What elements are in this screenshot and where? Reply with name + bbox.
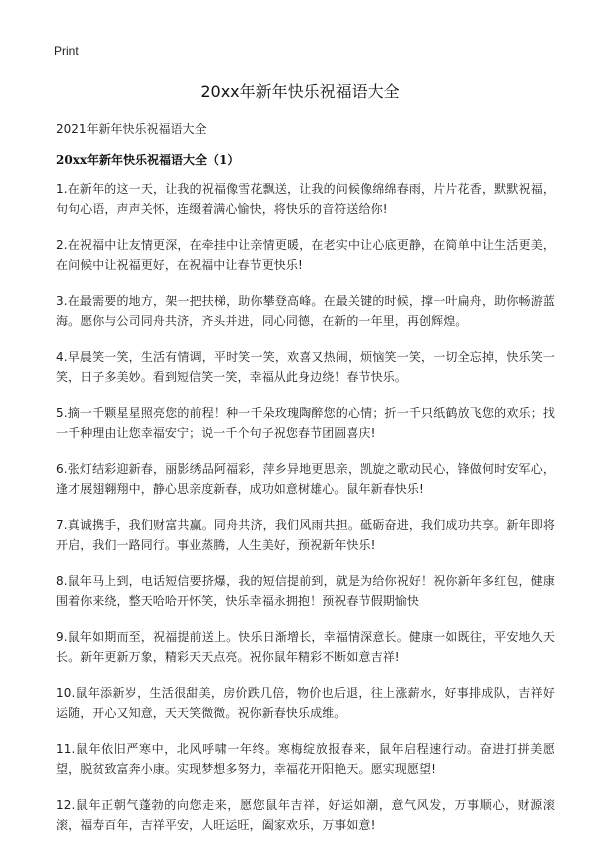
- list-item: 8.鼠年马上到，电话短信要挤爆，我的短信提前到，就是为给你祝好！祝你新年多红包，健康围着你来绕，整天哈哈开怀笑，快乐幸福永拥抱！预祝春节假期愉快: [56, 574, 555, 608]
- list-item: 9.鼠年如期而至，祝福提前送上。快乐日渐增长，幸福情深意长。健康一如既往，平安地久天长。新年更新万象，精彩天天点亮。祝你鼠年精彩不断如意吉祥!: [56, 630, 555, 664]
- list-item: 7.真诚携手，我们财富共赢。同舟共济，我们风雨共担。砥砺奋进，我们成功共享。新年即将开启，我们一路同行。事业蒸腾，人生美好，预祝新年快乐!: [56, 518, 555, 552]
- list-item: 10.鼠年添新岁，生活很甜美，房价跌几倍，物价也后退，往上涨薪水，好事排成队，吉祥好运随，开心又知意，天天笑微微。祝你新春快乐成维。: [56, 686, 555, 720]
- list-item: 2.在祝福中让友情更深，在牵挂中让亲情更暖，在老实中让心底更静，在简单中让生活更美，在问候中让祝福更好，在祝福中让春节更快乐!: [56, 238, 555, 272]
- list-item: 6.张灯结彩迎新春，丽影绣品阿福彩，萍乡异地更思亲，凯旋之歌动民心，锋做何时安军心，逢才展翅翱翔中，静心思亲度新春，成功如意树雄心。鼠年新春快乐!: [56, 462, 555, 496]
- list-item: 4.早晨笑一笑，生活有情调，平时笑一笑，欢喜又热闹，烦恼笑一笑，一切全忘掉，快乐笑一笑，日子多美妙。看到短信笑一笑，幸福从此身边绕！春节快乐。: [56, 350, 555, 384]
- document-subtitle: 2021年新年快乐祝福语大全: [56, 122, 207, 136]
- list-item: 5.摘一千颗星星照亮您的前程！种一千朵玫瑰陶醉您的心情；折一千只纸鹤放飞您的欢乐；找一千种理由让您幸福安宁；说一千个句子祝您春节团圆喜庆!: [56, 406, 555, 440]
- greetings-list: [56, 179, 555, 851]
- list-item: 12.鼠年正朝气蓬勃的向您走来，愿您鼠年吉祥，好运如潮，意气风发，万事顺心，财源滚滚，福寿百年，吉祥平安，人旺运旺，阖家欢乐，万事如意!: [56, 798, 555, 832]
- document-title: 20xx年新年快乐祝福语大全: [200, 82, 400, 101]
- list-item: 1.在新年的这一天，让我的祝福像雪花飘送，让我的问候像绵绵春雨，片片花香，默默祝福，句句心语，声声关怀，连缀着满心愉快，将快乐的音符送给你!: [56, 182, 555, 216]
- list-item: 3.在最需要的地方，架一把扶梯，助你攀登高峰。在最关键的时候，撑一叶扁舟，助你畅游蓝海。愿你与公司同舟共济，齐头并进，同心同德，在新的一年里，再创辉煌。: [56, 294, 555, 328]
- list-item: 11.鼠年依旧严寒中，北风呼啸一年终。寒梅绽放报春来，鼠年启程速行动。奋进打拼美愿望，脱贫致富奔小康。实现梦想多努力，幸福花开阳艳天。愿实现愿望!: [56, 742, 555, 776]
- section-heading: 20xx年新年快乐祝福语大全（1）: [56, 153, 240, 167]
- print-link[interactable]: Print: [54, 44, 79, 58]
